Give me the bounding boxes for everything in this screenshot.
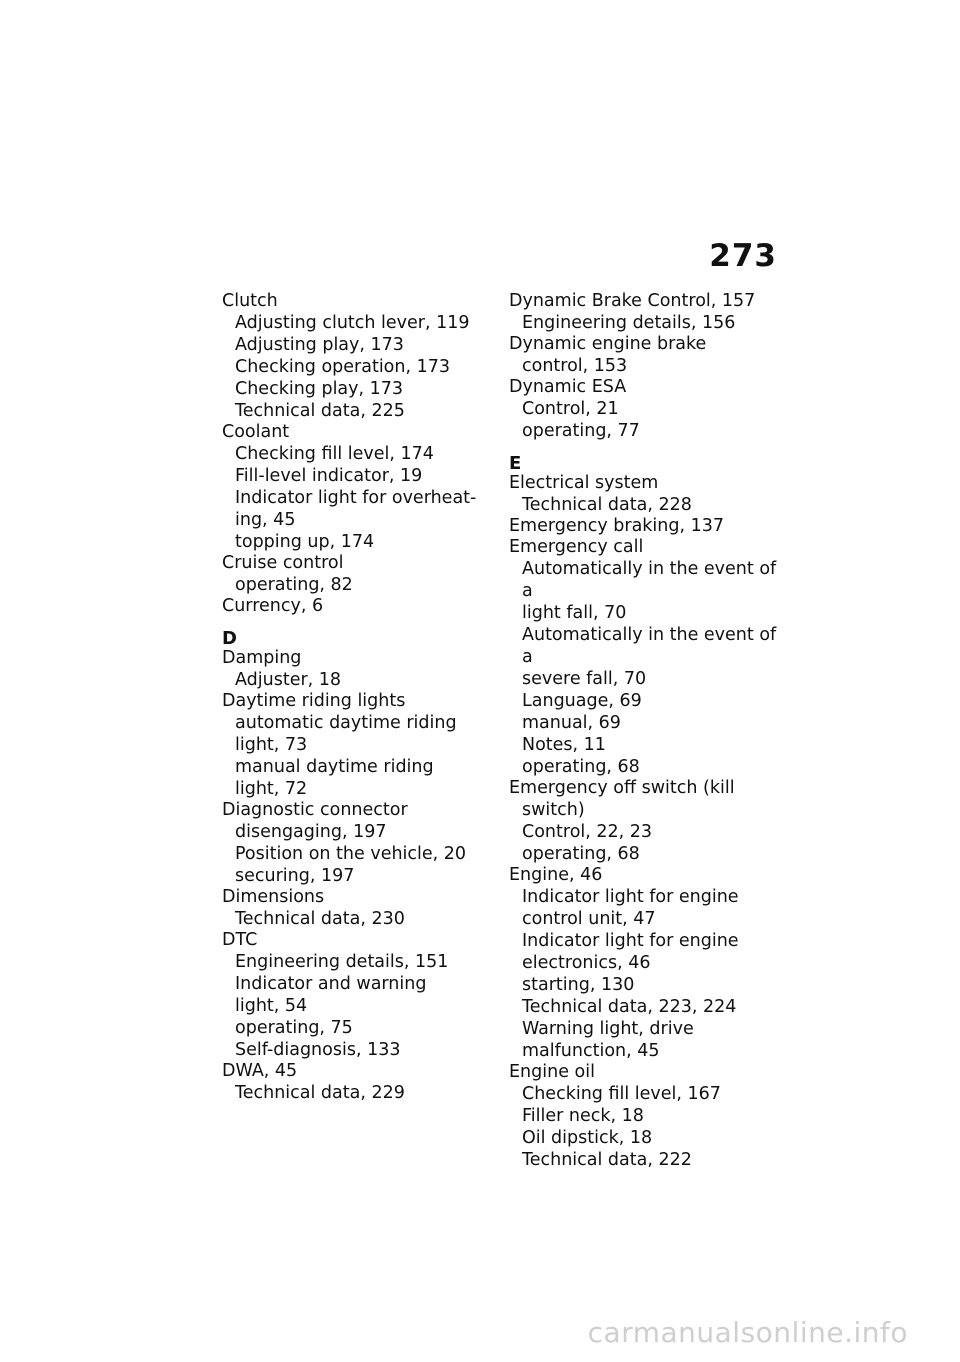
index-entry [222,930,490,1061]
index-subentry: ing, 45 [235,510,296,530]
index-entry [509,516,785,537]
index-subentry: switch) [522,800,585,820]
index-subentry: Engineering details, 151 [235,952,449,972]
index-entry [509,537,785,778]
index-entry-title: Clutch [222,291,278,311]
index-entry [222,422,490,553]
index-subentry: Adjusting clutch lever, 119 [235,313,470,333]
index-subentry: Control, 21 [522,399,619,419]
index-entry [509,291,785,334]
index-subentry: operating, 77 [522,421,640,441]
index-letter-heading: E [509,453,522,474]
index-subentry: Fill-level indicator, 19 [235,466,423,486]
index-subentry: Adjuster, 18 [235,670,342,690]
index-entry [222,691,490,800]
index-entry-title: Coolant [222,422,290,442]
index-entry [222,887,490,930]
index-entry [222,596,490,617]
index-entry [509,778,785,865]
index-entry-title: Engine oil [509,1062,595,1082]
index-column-right [509,291,785,1171]
index-subentry: Indicator light for overheat- [235,488,477,508]
index-subentry: Oil dipstick, 18 [522,1128,653,1148]
index-subentry: Automatically in the event of a [522,559,777,601]
index-subentry: Indicator light for engine [522,887,739,907]
index-subentry: Adjusting play, 173 [235,335,404,355]
index-subentry: Technical data, 222 [522,1150,692,1170]
index-entry-title: Engine, 46 [509,865,603,885]
index-entry [509,473,785,516]
index-entry-title: Damping [222,648,302,668]
index-subentry: Notes, 11 [522,735,606,755]
index-entry-title: Emergency call [509,537,644,557]
index-subentry: securing, 197 [235,866,355,886]
index-entry [509,377,785,442]
index-subentry: operating, 75 [235,1018,353,1038]
index-entry [222,553,490,596]
index-subentry: control unit, 47 [522,909,656,929]
index-entry-title: Cruise control [222,553,344,573]
index-subentry: operating, 68 [522,757,640,777]
watermark: carmanualsonline.info [587,1316,908,1349]
index-entry-title: Emergency off switch (kill [509,778,735,798]
index-subentry: Filler neck, 18 [522,1106,644,1126]
index-subentry: Indicator and warning [235,974,427,994]
index-subentry: starting, 130 [522,975,635,995]
index-entry [222,800,490,887]
index-subentry: Engineering details, 156 [522,313,736,333]
index-entry-title: DTC [222,930,258,950]
index-entry-title: Dynamic engine brake [509,334,707,354]
index-subentry: Warning light, drive [522,1019,694,1039]
index-entry-title: Dynamic Brake Control, 157 [509,291,756,311]
index-entry [509,1062,785,1171]
index-entry-title: Emergency braking, 137 [509,516,725,536]
index-subentry: Self-diagnosis, 133 [235,1040,401,1060]
index-entry-title: Daytime riding lights [222,691,406,711]
index-subentry: Indicator light for engine [522,931,739,951]
index-subentry: light fall, 70 [522,603,627,623]
index-entry-title: Electrical system [509,473,659,493]
index-subentry: manual, 69 [522,713,621,733]
index-subentry: light, 73 [235,735,308,755]
index-subentry: disengaging, 197 [235,822,387,842]
index-subentry: Technical data, 225 [235,401,405,421]
index-column-left [222,291,490,1104]
index-entry-title: Dimensions [222,887,325,907]
page-number: 273 [709,238,777,274]
index-subentry: operating, 82 [235,575,353,595]
index-subentry: Checking fill level, 167 [522,1084,721,1104]
index-entry-title: Dynamic ESA [509,377,627,397]
index-letter-heading: D [222,628,237,649]
index-entry [509,865,785,1062]
index-subentry: control, 153 [522,356,628,376]
index-subentry: severe fall, 70 [522,669,647,689]
index-entry [222,291,490,422]
index-subentry: manual daytime riding [235,757,434,777]
index-subentry: Checking play, 173 [235,379,404,399]
index-subentry: Technical data, 228 [522,495,692,515]
index-entry [222,1061,490,1104]
index-subentry: automatic daytime riding [235,713,457,733]
index-subentry: Technical data, 230 [235,909,405,929]
index-subentry: Language, 69 [522,691,642,711]
index-subentry: topping up, 174 [235,532,375,552]
index-entry-title: DWA, 45 [222,1061,298,1081]
index-subentry: light, 72 [235,779,308,799]
index-subentry: Position on the vehicle, 20 [235,844,467,864]
index-entry-title: Diagnostic connector [222,800,408,820]
index-subentry: Checking fill level, 174 [235,444,434,464]
index-entry-title: Currency, 6 [222,596,324,616]
index-subentry: malfunction, 45 [522,1041,660,1061]
index-subentry: operating, 68 [522,844,640,864]
index-subentry: Checking operation, 173 [235,357,451,377]
index-subentry: light, 54 [235,996,308,1016]
index-subentry: electronics, 46 [522,953,651,973]
index-entry [222,648,490,691]
index-subentry: Automatically in the event of a [522,625,777,667]
index-entry [509,334,785,377]
index-subentry: Technical data, 223, 224 [522,997,737,1017]
index-subentry: Control, 22, 23 [522,822,653,842]
index-subentry: Technical data, 229 [235,1083,405,1103]
